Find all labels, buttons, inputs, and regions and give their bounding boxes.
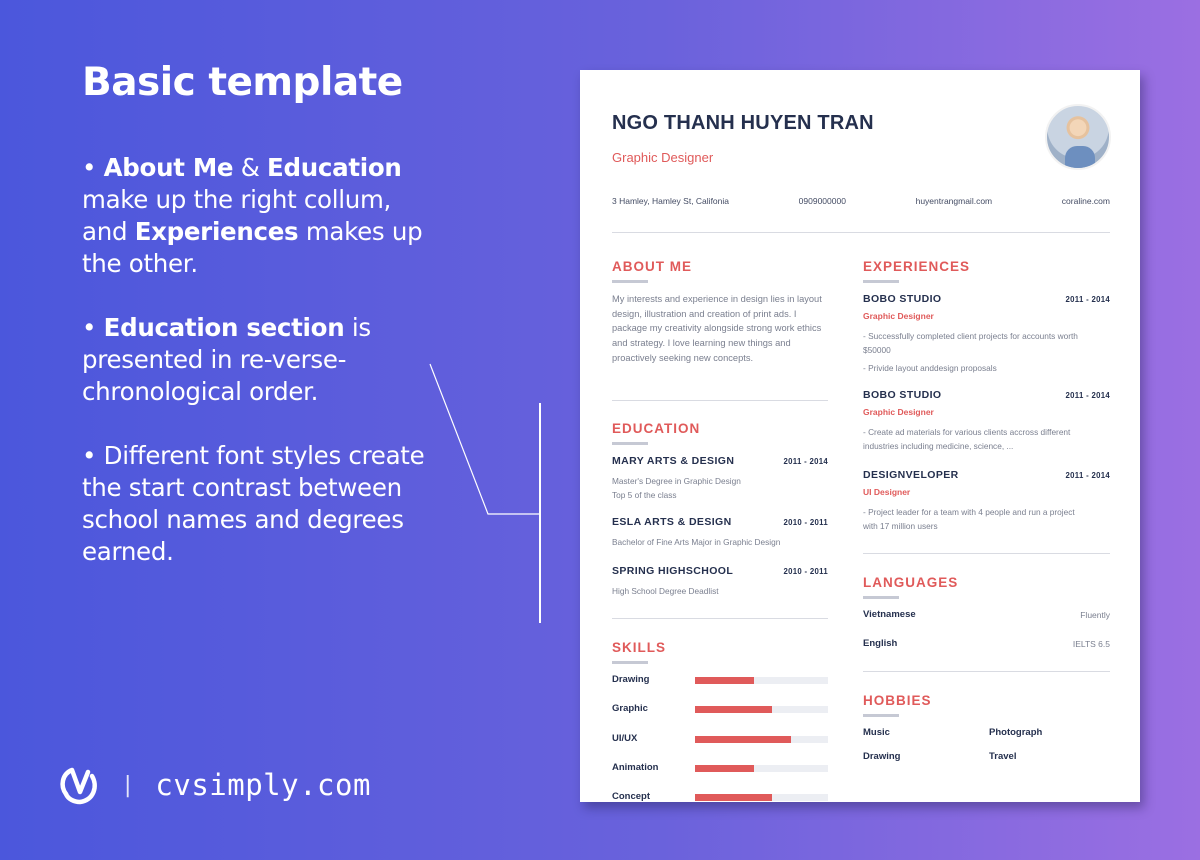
company-name: DESIGNVELOPER: [863, 469, 959, 481]
hobby-item: Photograph: [989, 727, 1043, 738]
divider: [863, 671, 1110, 672]
job-role: UI Designer: [863, 487, 911, 497]
job-detail: industries including medicine, science, ...: [863, 441, 1014, 451]
bullet-about-education: [82, 152, 427, 280]
skill-label: Animation: [612, 761, 659, 773]
contact-row: [612, 196, 1110, 206]
degree-text: High School Degree Deadlist: [612, 586, 719, 596]
skill-label: Concept: [612, 791, 650, 802]
section-underline: [863, 596, 899, 599]
degree-text: Master's Degree in Graphic Design: [612, 476, 741, 486]
skill-bar: [695, 736, 828, 743]
experiences-title: EXPERIENCES: [863, 259, 971, 274]
school-years: 2010 - 2011: [783, 567, 828, 576]
bullet-bold: Education section: [103, 313, 345, 342]
bullet-font-styles: • Different font styles create the start contrast between school names and degrees earned.: [82, 441, 425, 566]
divider: [863, 553, 1110, 554]
bullet-education-order: [82, 312, 427, 408]
cvsimply-logo-icon: [58, 764, 100, 806]
skills-title: SKILLS: [612, 640, 667, 655]
bullet-text: is presented in re-verse-chronological order.: [82, 313, 371, 406]
bullet-text: make up the right collum, and: [82, 185, 392, 246]
contact-email: huyentrangmail.com: [915, 196, 993, 206]
company-name: BOBO STUDIO: [863, 293, 942, 305]
skill-bar-fill: [695, 736, 791, 743]
skill-label: UI/UX: [612, 732, 638, 744]
contact-phone: 0909000000: [798, 196, 846, 206]
languages-title: LANGUAGES: [863, 575, 959, 590]
bullet-bold: Experiences: [134, 217, 299, 246]
skill-bar-fill: [695, 765, 754, 772]
skill-bar: [695, 706, 828, 713]
education-entry: [612, 565, 828, 577]
school-years: 2011 - 2014: [783, 457, 828, 466]
hobby-item: Drawing: [863, 751, 901, 762]
education-entry: [612, 455, 828, 467]
section-underline: [612, 442, 648, 445]
degree-text: Bachelor of Fine Arts Major in Graphic Design: [612, 537, 781, 547]
hobby-item: Music: [863, 727, 890, 738]
hobby-item: Travel: [989, 751, 1017, 762]
section-underline: [612, 661, 648, 664]
contact-address: 3 Hamley, Hamley St, Califonia: [612, 196, 729, 206]
job-detail: - Privide layout anddesign proposals: [863, 363, 997, 373]
divider: [612, 618, 828, 619]
skill-label: Graphic: [612, 703, 648, 715]
language-level: IELTS 6.5: [1072, 639, 1110, 649]
job-detail: - Create ad materials for various clients accross different: [863, 427, 1071, 437]
divider: [612, 400, 828, 401]
bullet-marker: •: [82, 313, 104, 342]
brand-link[interactable]: cvsimply.com: [155, 768, 371, 802]
bullet-marker: •: [82, 153, 104, 182]
experience-entry: [863, 389, 1110, 401]
skill-bar-fill: [695, 677, 754, 684]
job-detail: with 17 million users: [863, 521, 938, 531]
brand[interactable]: [58, 764, 371, 806]
bullet-bold: About Me: [103, 153, 234, 182]
degree-note: Top 5 of the class: [612, 490, 677, 500]
language-name: Vietnamese: [863, 609, 916, 620]
about-title: ABOUT ME: [612, 259, 692, 274]
avatar: [1045, 104, 1111, 170]
job-detail: - Project leader for a team with 4 people and run a project: [863, 507, 1075, 517]
experience-entry: [863, 293, 1110, 305]
skill-label: Drawing: [612, 674, 650, 685]
school-years: 2010 - 2011: [783, 518, 828, 527]
skill-bar: [695, 765, 828, 772]
company-name: BOBO STUDIO: [863, 389, 942, 401]
resume-preview: [580, 70, 1140, 802]
skill-bar: [695, 677, 828, 684]
language-level: Fluently: [1080, 610, 1110, 620]
education-entry: [612, 516, 828, 528]
skill-bar: [695, 794, 828, 801]
company-years: 2011 - 2014: [1065, 471, 1110, 480]
bullet-bold: Education: [267, 153, 402, 182]
divider: [612, 232, 1110, 233]
skill-bar-fill: [695, 794, 772, 801]
bullet-text: &: [233, 153, 268, 182]
experience-entry: [863, 469, 1110, 481]
section-underline: [863, 714, 899, 717]
page-title: Basic template: [82, 60, 403, 105]
job-detail: - Successfully completed client projects for accounts worth: [863, 331, 1078, 341]
bullet-list: [82, 152, 427, 600]
job-role: Graphic Designer: [863, 311, 934, 321]
company-years: 2011 - 2014: [1065, 295, 1110, 304]
section-underline: [863, 280, 899, 283]
company-years: 2011 - 2014: [1065, 391, 1110, 400]
school-name: SPRING HIGHSCHOOL: [612, 565, 734, 577]
logo-separator: |: [124, 772, 132, 798]
school-name: ESLA ARTS & DESIGN: [612, 516, 732, 528]
school-name: MARY ARTS & DESIGN: [612, 455, 735, 467]
job-detail: $50000: [863, 345, 891, 355]
skill-bar-fill: [695, 706, 772, 713]
resume-role: Graphic Designer: [612, 150, 714, 165]
bullet-text: makes up the other.: [82, 217, 423, 278]
education-title: EDUCATION: [612, 421, 701, 436]
job-role: Graphic Designer: [863, 407, 934, 417]
hobbies-title: HOBBIES: [863, 693, 932, 708]
contact-website: coraline.com: [1061, 196, 1110, 206]
resume-name: NGO THANH HUYEN TRAN: [612, 112, 874, 134]
section-underline: [612, 280, 648, 283]
language-name: English: [863, 638, 898, 649]
about-text: My interests and experience in design lies in layout design, illustration and creation of print ads. I package my creativity alongside strong work ethics and strategy. I love learning new things and proactively seeking new concepts.: [612, 294, 822, 363]
